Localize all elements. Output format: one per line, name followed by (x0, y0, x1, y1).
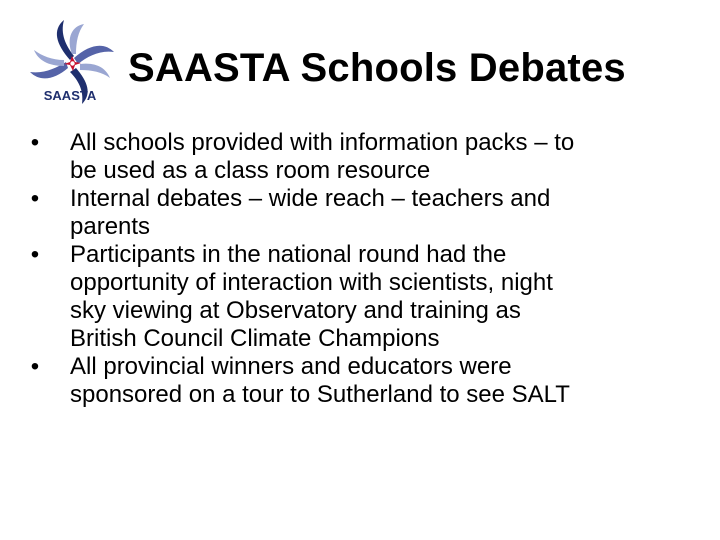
bullet-line: Participants in the national round had the (70, 241, 507, 268)
saasta-logo-graphic (22, 14, 122, 114)
bullet-list (28, 129, 688, 409)
bullet-line: All schools provided with information packs – to (70, 129, 575, 156)
bullet-item (28, 185, 688, 241)
bullet-line: All provincial winners and educators were (70, 353, 512, 380)
bullet-line: parents (70, 213, 151, 240)
bullet-line: sponsored on a tour to Sutherland to see SALT (70, 381, 570, 408)
bullet-line: British Council Climate Champions (70, 325, 440, 352)
bullet-item (28, 353, 688, 409)
bullet-line: Internal debates – wide reach – teachers and (70, 185, 551, 212)
logo-wordmark: SAASTA (43, 88, 97, 103)
bullet-line: be used as a class room resource (70, 157, 431, 184)
bullet-marker: • (30, 353, 40, 380)
saasta-logo (22, 14, 122, 114)
bullet-item (28, 241, 688, 353)
bullet-marker: • (30, 185, 40, 212)
bullet-item (28, 129, 688, 185)
bullet-marker: • (30, 129, 40, 156)
bullet-marker: • (30, 241, 40, 268)
slide-title: SAASTA Schools Debates (128, 46, 626, 90)
bullet-line: sky viewing at Observatory and training as (70, 297, 521, 324)
bullet-line: opportunity of interaction with scientists, night (70, 269, 553, 296)
